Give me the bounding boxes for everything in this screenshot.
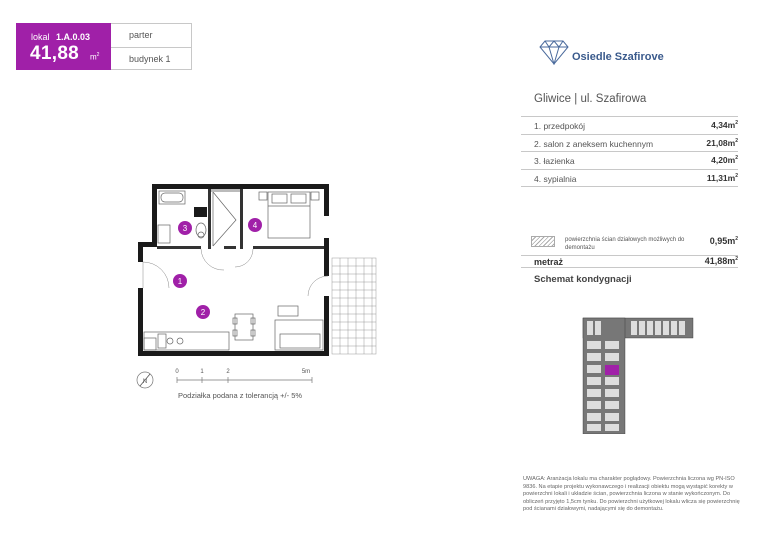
logo-text: Osiedle Szafirove [572, 51, 664, 63]
room-row: 2. salon z aneksem kuchennym $21,08m^2$ [521, 134, 738, 152]
total-label: metraż [534, 257, 564, 267]
svg-text:4: 4 [252, 221, 258, 230]
room-row: 1. przedpokój $4,34m^2$ [521, 116, 738, 134]
room-markers [173, 218, 262, 319]
floor-label: parter [129, 30, 153, 40]
scale-bar [120, 366, 330, 406]
room-row: 4. sypialnia $11,31m^2$ [521, 169, 738, 187]
rooms-table [521, 116, 738, 187]
walls-area: $0,95m^2$ [709, 236, 738, 246]
lokal-id: 1.A.0.03 [56, 32, 91, 42]
hatch-swatch [531, 236, 555, 247]
lokal-label: lokal [31, 32, 50, 42]
unit-area-unit: $m^2$ [90, 52, 100, 62]
unit-area: 41,88 [30, 43, 80, 64]
disclaimer: UWAGA: Aranżacja lokalu ma charakter poglądowy. Powierzchnia liczona wg PN-ISO 9836. Na etapie projektu wykonawczego i realizacji obiektu mogą wystąpić korekty w powierzchni lokali i układzie ścian, powierzchnia liczona w stanie wykończonym. Do obliczeń przyjęto 1,5cm tynku. Do powierzchni użytkowej lokalu wlicza się powierzchnię pod ścianami działowymi, nadającymi się do demontażu. [523, 476, 740, 513]
scale-ticks [175, 369, 312, 383]
compass-icon [137, 372, 153, 388]
svg-text:1: 1 [200, 369, 204, 375]
schemat-title: Schemat kondygnacji [534, 274, 632, 285]
scale-note: Podziałka podana z tolerancją +/- 5% [178, 391, 303, 400]
svg-text:2: 2 [200, 308, 206, 317]
room-row: 3. łazienka $4,20m^2$ [521, 151, 738, 169]
key-plan [575, 316, 695, 434]
svg-text:2: 2 [226, 369, 230, 375]
balcony [332, 258, 376, 354]
diamond-icon [539, 37, 569, 65]
unit-highlight [605, 365, 619, 375]
total-area: $41,88m^2$ [704, 256, 738, 266]
svg-text:1: 1 [177, 277, 183, 286]
svg-text:3: 3 [182, 224, 188, 233]
svg-text:0: 0 [175, 369, 179, 375]
walls-label: powierzchnia ścian działowych możliwych do demontażu [565, 237, 685, 251]
svg-text:N: N [142, 379, 148, 385]
unit-info [111, 23, 192, 70]
building-label: budynek 1 [111, 47, 191, 70]
svg-text:5m: 5m [301, 369, 311, 375]
address: Gliwice | ul. Szafirowa [534, 93, 647, 105]
floor-plan [128, 180, 378, 360]
unit-badge [16, 23, 111, 70]
